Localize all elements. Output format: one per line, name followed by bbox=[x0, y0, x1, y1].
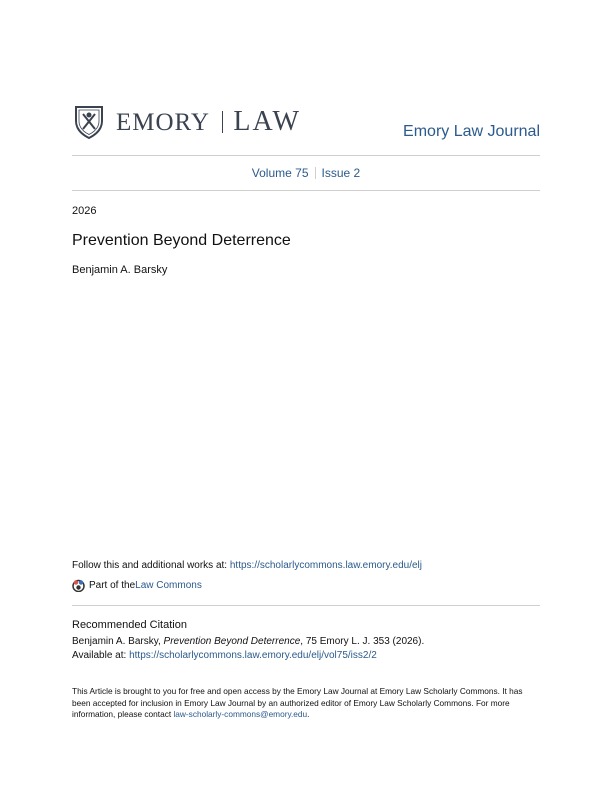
follow-prefix: Follow this and additional works at: bbox=[72, 560, 230, 571]
part-of-prefix: Part of the bbox=[89, 580, 136, 591]
recommended-citation-body bbox=[72, 635, 424, 663]
volume-link[interactable]: Volume 75 bbox=[251, 166, 309, 180]
logo-law-text: LAW bbox=[233, 106, 301, 137]
available-url-link[interactable]: https://scholarlycommons.law.emory.edu/elj/vol75/iss2/2 bbox=[129, 650, 377, 661]
emory-law-logo bbox=[74, 104, 301, 140]
part-of-line bbox=[72, 579, 202, 592]
article-title: Prevention Beyond Deterrence bbox=[72, 232, 291, 249]
logo-divider bbox=[222, 111, 224, 133]
citation-divider bbox=[72, 605, 540, 606]
citation-rest: , 75 Emory L. J. 353 (2026). bbox=[300, 636, 425, 647]
journal-title-link[interactable]: Emory Law Journal bbox=[403, 123, 540, 140]
notice-text: This Article is brought to you for free and open access by the Emory Law Journal at Emory Law Scholarly Commons. It has been accepted for inclusion in Emory Law Journal by an authorized editor of Emory Law Scholarly Commons. For more information, please contact bbox=[72, 686, 523, 719]
volume-issue-line bbox=[0, 166, 612, 180]
follow-url-link[interactable]: https://scholarlycommons.law.emory.edu/elj bbox=[229, 560, 422, 571]
citation-author: Benjamin A. Barsky, bbox=[72, 636, 164, 647]
article-year: 2026 bbox=[72, 205, 97, 217]
header-divider bbox=[72, 155, 540, 156]
logo-emory-text: EMORY bbox=[116, 109, 210, 136]
emory-shield-icon bbox=[74, 105, 104, 139]
logo-wordmark bbox=[116, 106, 301, 138]
article-author: Benjamin A. Barsky bbox=[72, 264, 168, 276]
notice-end: . bbox=[307, 709, 310, 719]
commons-network-icon bbox=[72, 579, 85, 592]
recommended-citation-heading: Recommended Citation bbox=[72, 619, 187, 631]
volume-issue-divider bbox=[315, 167, 316, 179]
citation-title: Prevention Beyond Deterrence bbox=[163, 636, 301, 647]
law-commons-link[interactable]: Law Commons bbox=[135, 580, 202, 591]
follow-line bbox=[72, 560, 422, 571]
issue-link[interactable]: Issue 2 bbox=[321, 166, 361, 180]
available-prefix: Available at: bbox=[72, 650, 130, 661]
contact-email-link[interactable]: law-scholarly-commons@emory.edu bbox=[173, 709, 308, 719]
open-access-notice bbox=[72, 686, 542, 721]
volume-divider bbox=[72, 190, 540, 191]
